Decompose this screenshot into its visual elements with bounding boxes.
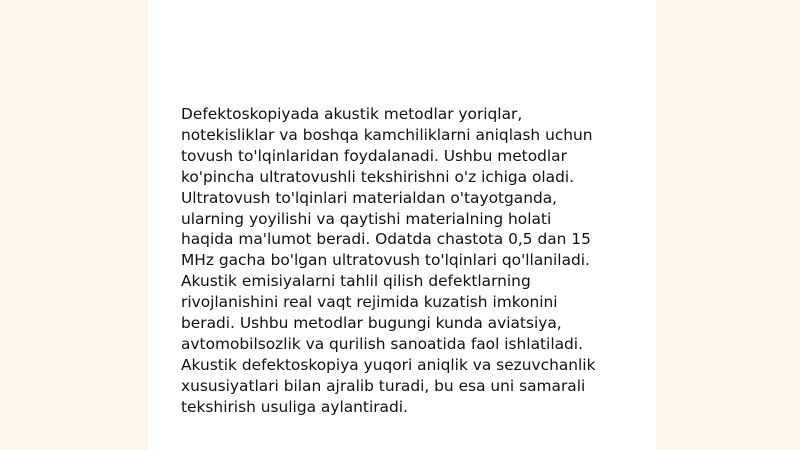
body-paragraph: Defektoskopiyada akustik metodlar yoriqlar, notekisliklar va boshqa kamchiliklarni aniqlash uchun tovush to'lqinlaridan foydalanadi. Ushbu metodlar ko'pincha ultratovushli tekshirishni o'z ichiga oladi. Ultratovush to'lqinlari materialdan o'tayotganda, ularning yoyilishi va qaytishi materialning holati haqida ma'lumot beradi. Odatda chastota 0,5 dan 15 MHz gacha bo'lgan ultratovush to'lqinlari qo'llaniladi. Akustik emisiyalarni tahlil qilish defektlarning rivojlanishini real vaqt rejimida kuzatish imkonini beradi. Ushbu metodlar bugungi kunda aviatsiya, avtomobilsozlik va qurilish sanoatida faol ishlatiladi. Akustik defektoskopiya yuqori aniqlik va sezuvchanlik xususiyatlari bilan ajralib turadi, bu esa uni samarali tekshirish usuliga aylantiradi. bbox=[181, 105, 596, 416]
document-page bbox=[148, 0, 656, 450]
